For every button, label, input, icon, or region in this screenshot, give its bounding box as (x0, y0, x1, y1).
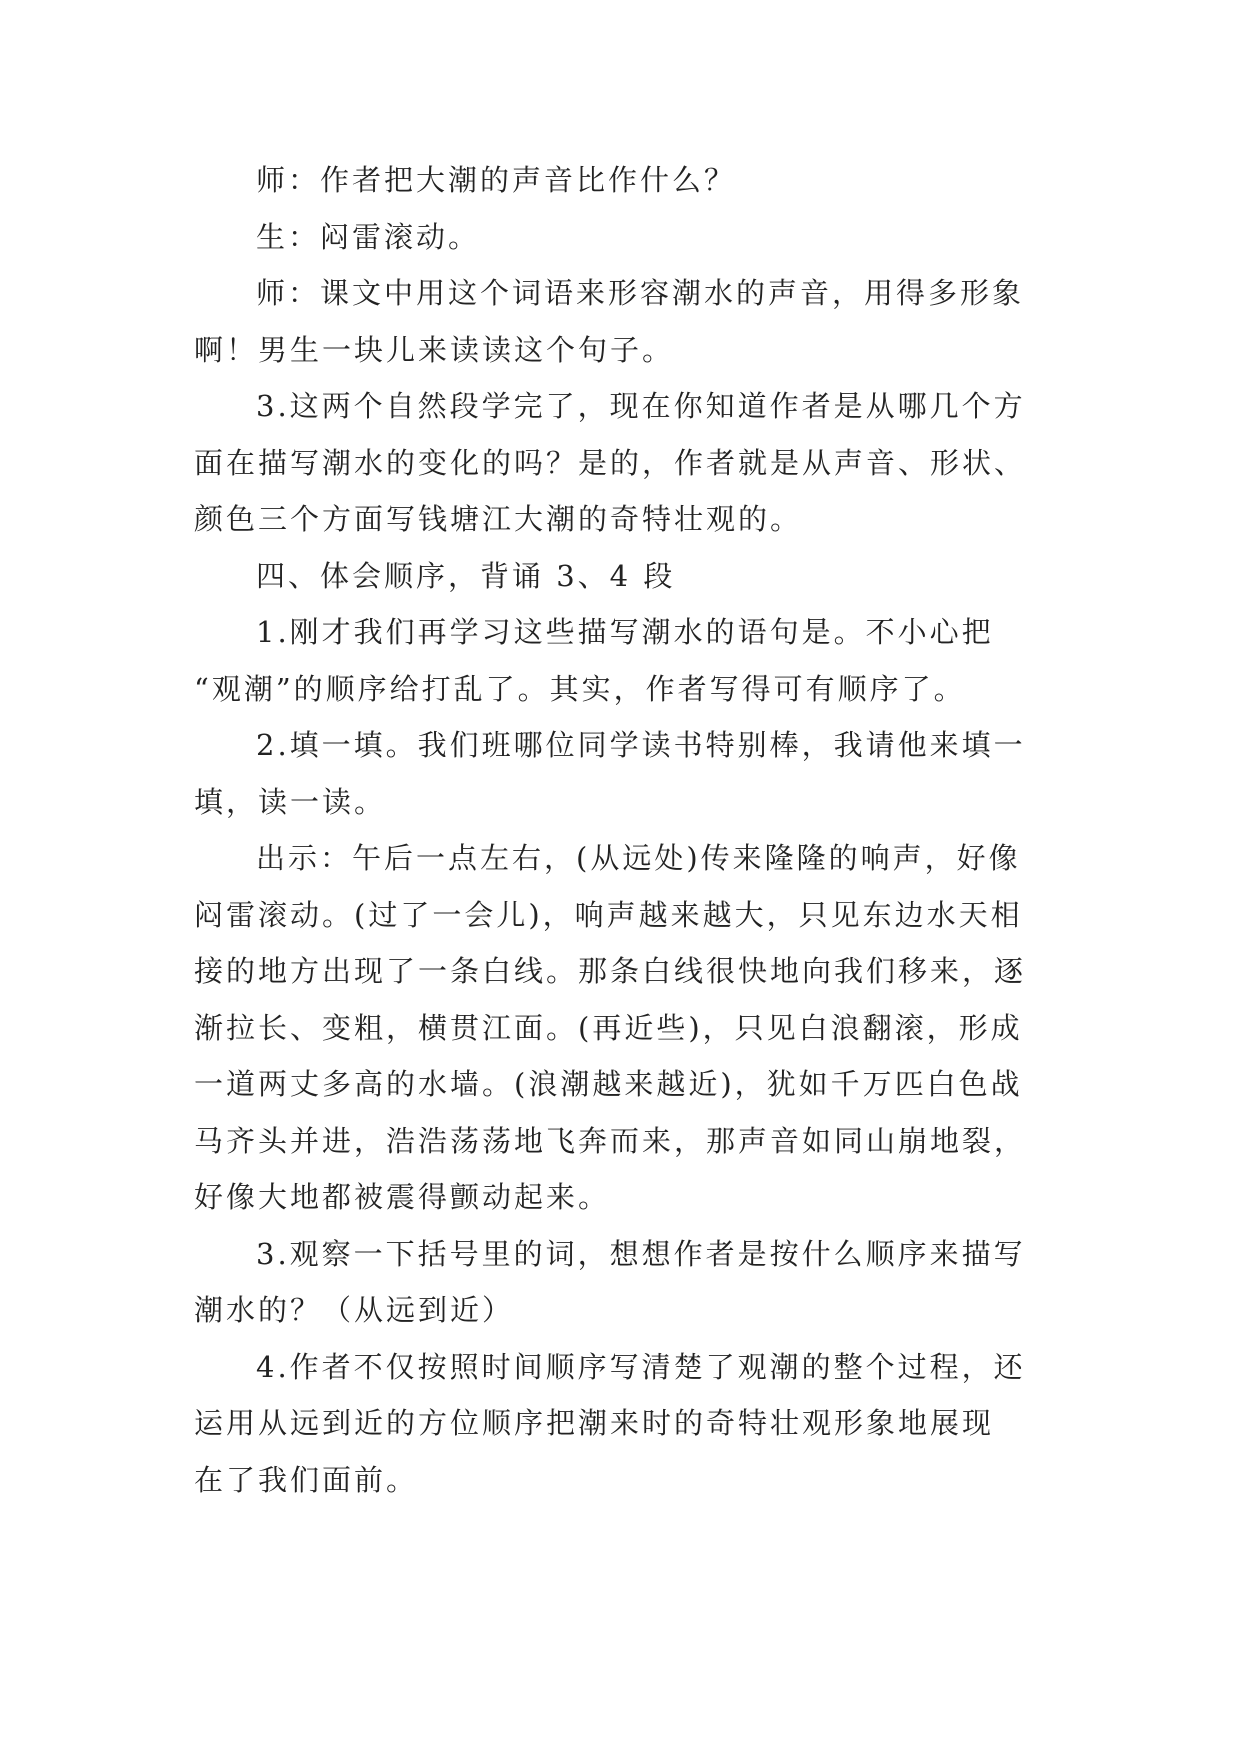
paragraph-line: 面在描写潮水的变化的吗？是的，作者就是从声音、形状、 (194, 446, 1027, 480)
paragraph-line: 颜色三个方面写钱塘江大潮的奇特壮观的。 (194, 502, 803, 536)
paragraph-line: 啊！男生一块儿来读读这个句子。 (194, 333, 675, 367)
paragraph-line: 师：课文中用这个词语来形容潮水的声音，用得多形象 (256, 276, 1025, 310)
paragraph-line: 运用从远到近的方位顺序把潮来时的奇特壮观形象地展现 (194, 1406, 995, 1440)
paragraph-line: 渐拉长、变粗，横贯江面。(再近些)，只见白浪翻滚，形成 (194, 1011, 1023, 1045)
paragraph-line: 3.这两个自然段学完了，现在你知道作者是从哪几个方 (256, 389, 1026, 423)
paragraph-line: 潮水的？（从远到近） (194, 1293, 515, 1327)
paragraph-line: 3.观察一下括号里的词，想想作者是按什么顺序来描写 (256, 1237, 1026, 1271)
paragraph-line: 2.填一填。我们班哪位同学读书特别棒，我请他来填一 (256, 728, 1026, 762)
paragraph-line: 4.作者不仅按照时间顺序写清楚了观潮的整个过程，还 (256, 1350, 1026, 1384)
paragraph-line: 接的地方出现了一条白线。那条白线很快地向我们移来，逐 (194, 954, 1027, 988)
paragraph-line: 1.刚才我们再学习这些描写潮水的语句是。不小心把 (256, 615, 994, 649)
paragraph-line: 出示：午后一点左右，(从远处)传来隆隆的响声，好像 (256, 841, 1021, 875)
section-heading: 四、体会顺序，背诵 3、4 段 (256, 559, 676, 593)
paragraph-line: 填，读一读。 (194, 785, 387, 819)
paragraph-line: 师：作者把大潮的声音比作什么？ (256, 163, 737, 197)
paragraph-line: 生：闷雷滚动。 (256, 220, 481, 254)
paragraph-line: 闷雷滚动。(过了一会儿)，响声越来越大，只见东边水天相 (194, 898, 1023, 932)
paragraph-line: 在了我们面前。 (194, 1463, 419, 1497)
paragraph-line: “观潮”的顺序给打乱了。其实，作者写得可有顺序了。 (194, 672, 966, 706)
paragraph-line: 马齐头并进，浩浩荡荡地飞奔而来，那声音如同山崩地裂， (194, 1124, 1027, 1158)
paragraph-line: 好像大地都被震得颤动起来。 (194, 1180, 611, 1214)
paragraph-line: 一道两丈多高的水墙。(浪潮越来越近)，犹如千万匹白色战 (194, 1067, 1023, 1101)
